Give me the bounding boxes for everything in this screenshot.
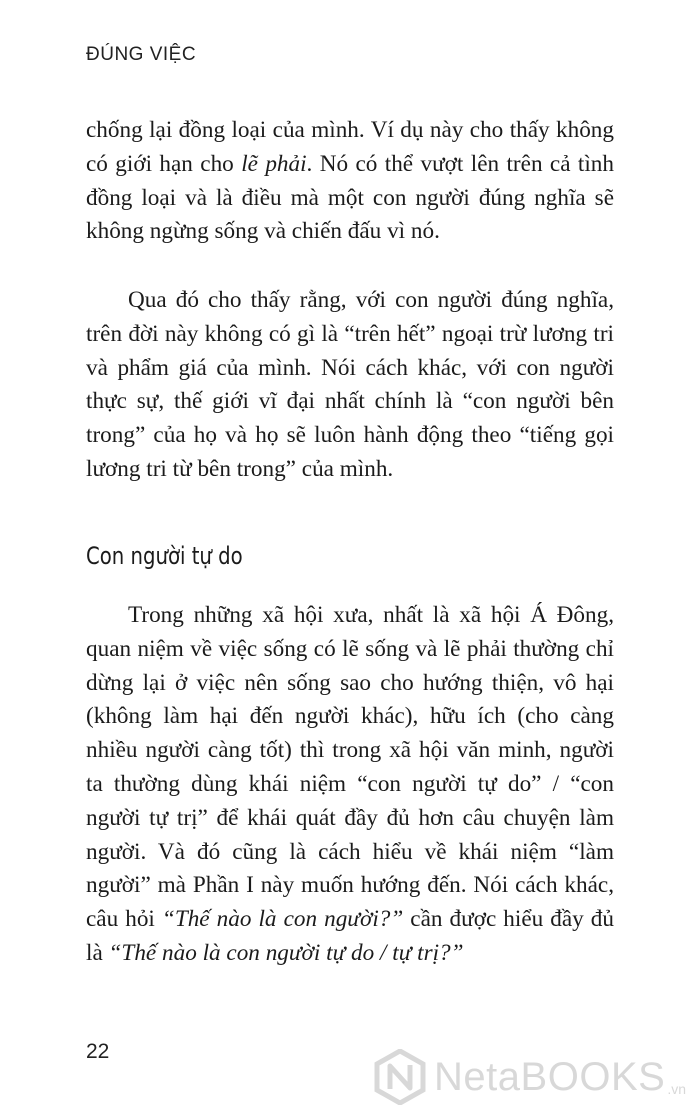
paragraph-3 [86,599,614,971]
netabooks-logo-icon [372,1049,428,1105]
page-number: 22 [86,1040,110,1063]
paragraph-1-text-end: . Nó có thể vượt lên trên cả tình đồng loại và là điều mà một con người đúng nghĩa sẽ không ngừng sống và chiến đấu vì nó. [86,150,614,245]
paragraph-3-text-middle: cần được hiểu đầy đủ là [86,906,614,966]
paragraph-3-emphasis-2: “Thế nào là con người tự do / tự trị?” [108,939,464,966]
section-heading: Con người tự do [86,542,243,570]
paragraph-2 [86,284,614,487]
paragraph-1-emphasis: lẽ phải [241,150,307,177]
paragraph-1-text-start: chống lại đồng loại của mình. Ví dụ này cho thấy không có giới hạn cho [86,117,614,177]
running-header: ĐÚNG VIỆC [86,44,197,65]
paragraph-2-text: Qua đó cho thấy rằng, với con người đúng nghĩa, trên đời này không có gì là “trên hết” ngoại trừ lương tri và phẩm giá của mình. Nói cách khác, với con người thực sự, thế giới vĩ đại nhất chính là “con người bên trong” của họ và họ sẽ luôn hành động theo “tiếng gọi lương tri từ bên trong” của mình. [86,287,614,482]
paragraph-1 [86,114,614,249]
watermark-suffix: .vn [667,1081,686,1097]
watermark [372,1049,686,1105]
paragraph-3-emphasis-1: “Thế nào là con người?” [161,906,404,933]
paragraph-3-text-start: Trong những xã hội xưa, nhất là xã hội Á Đông, quan niệm về việc sống có lẽ sống và lẽ phải thường chỉ dừng lại ở việc nên sống sao cho hướng thiện, vô hại (không làm hại đến người khác), hữu ích (cho càng nhiều người càng tốt) thì trong xã hội văn minh, người ta thường dùng khái niệm “con người tự do” / “con người tự trị” để khái quát đầy đủ hơn câu chuyện làm người. Và đó cũng là cách hiểu về khái niệm “làm người” mà Phần I này muốn hướng đến. Nói cách khác, câu hỏi [86,602,614,933]
watermark-brand: NetaBOOKS [434,1054,666,1099]
